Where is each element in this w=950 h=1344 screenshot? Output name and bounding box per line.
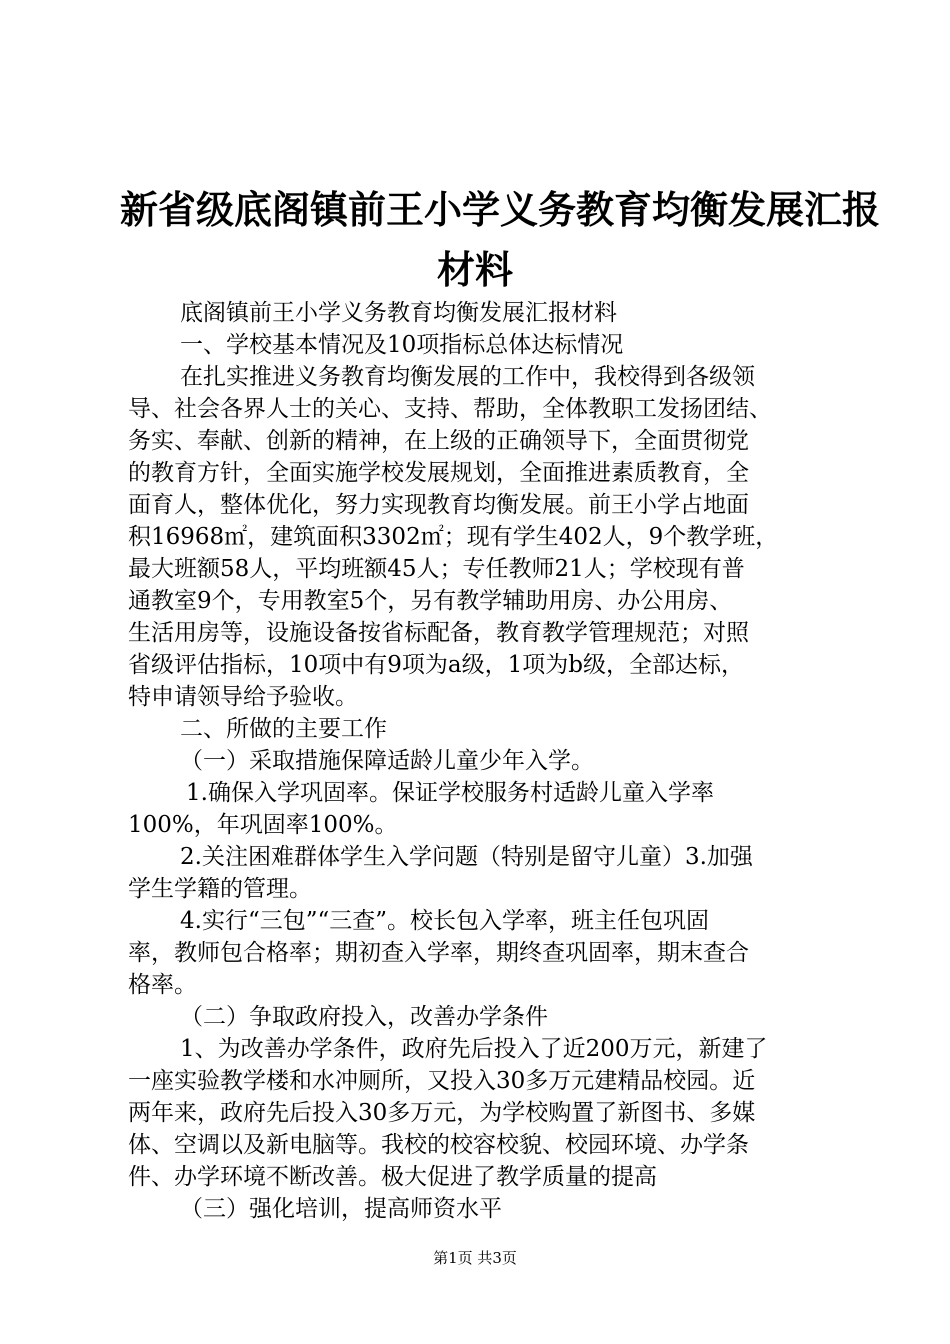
document-title-line-2: 材料 — [436, 248, 513, 292]
paragraph-line: 1.确保入学巩固率。保证学校服务村适龄儿童入学率 — [186, 780, 714, 806]
subtitle-line: 底阁镇前王小学义务教育均衡发展汇报材料 — [180, 300, 617, 326]
paragraph-line: 在扎实推进义务教育均衡发展的工作中，我校得到各级领 — [180, 364, 755, 390]
section-heading-2: 二、所做的主要工作 — [180, 716, 387, 742]
paragraph-line: 面育人，整体优化，努力实现教育均衡发展。前王小学占地面 — [128, 492, 749, 518]
paragraph-line: 最大班额58人，平均班额45人；专任教师21人；学校现有普 — [128, 556, 745, 582]
paragraph-line: 学生学籍的管理。 — [128, 876, 312, 902]
paragraph-line: 的教育方针，全面实施学校发展规划，全面推进素质教育，全 — [128, 460, 749, 486]
paragraph-line: 一座实验教学楼和水冲厕所，又投入30多万元建精品校园。近 — [128, 1068, 756, 1094]
paragraph-line: 2.关注困难群体学生入学问题（特别是留守儿童）3.加强 — [180, 844, 753, 870]
paragraph-line: 4.实行“三包”“三查”。校长包入学率，班主任包巩固 — [180, 908, 709, 934]
paragraph-line: 体、空调以及新电脑等。我校的校容校貌、校园环境、办学条 — [128, 1132, 749, 1158]
page-footer: 第1页 共3页 — [433, 1249, 517, 1267]
document-title-line-1: 新省级底阁镇前王小学义务教育均衡发展汇报 — [120, 188, 881, 232]
paragraph-line: 省级评估指标，10项中有9项为a级，1项为b级，全部达标， — [128, 652, 744, 678]
paragraph-line: 件、办学环境不断改善。极大促进了教学质量的提高 — [128, 1164, 657, 1190]
paragraph-line: 务实、奉献、创新的精神，在上级的正确领导下，全面贯彻党 — [128, 428, 749, 454]
subsection-heading-3: （三）强化培训，提高师资水平 — [180, 1196, 502, 1222]
paragraph-line: 导、社会各界人士的关心、支持、帮助，全体教职工发扬团结、 — [128, 396, 772, 422]
subsection-heading-2: （二）争取政府投入，改善办学条件 — [180, 1004, 548, 1030]
paragraph-line: 100%，年巩固率100%。 — [128, 812, 398, 838]
paragraph-line: 1、为改善办学条件，政府先后投入了近200万元，新建了 — [180, 1036, 768, 1062]
section-heading-1: 一、学校基本情况及10项指标总体达标情况 — [180, 332, 624, 358]
paragraph-line: 积16968㎡，建筑面积3302㎡；现有学生402人，9个教学班， — [128, 524, 779, 550]
paragraph-line: 格率。 — [128, 972, 197, 998]
paragraph-line: 特申请领导给予验收。 — [128, 684, 358, 710]
subsection-heading-1: （一）采取措施保障适龄儿童少年入学。 — [180, 748, 594, 774]
paragraph-line: 通教室9个，专用教室5个，另有教学辅助用房、办公用房、 — [128, 588, 733, 614]
paragraph-line: 生活用房等，设施设备按省标配备，教育教学管理规范；对照 — [128, 620, 749, 646]
paragraph-line: 两年来，政府先后投入30多万元，为学校购置了新图书、多媒 — [128, 1100, 756, 1126]
paragraph-line: 率，教师包合格率；期初查入学率，期终查巩固率，期末查合 — [128, 940, 749, 966]
